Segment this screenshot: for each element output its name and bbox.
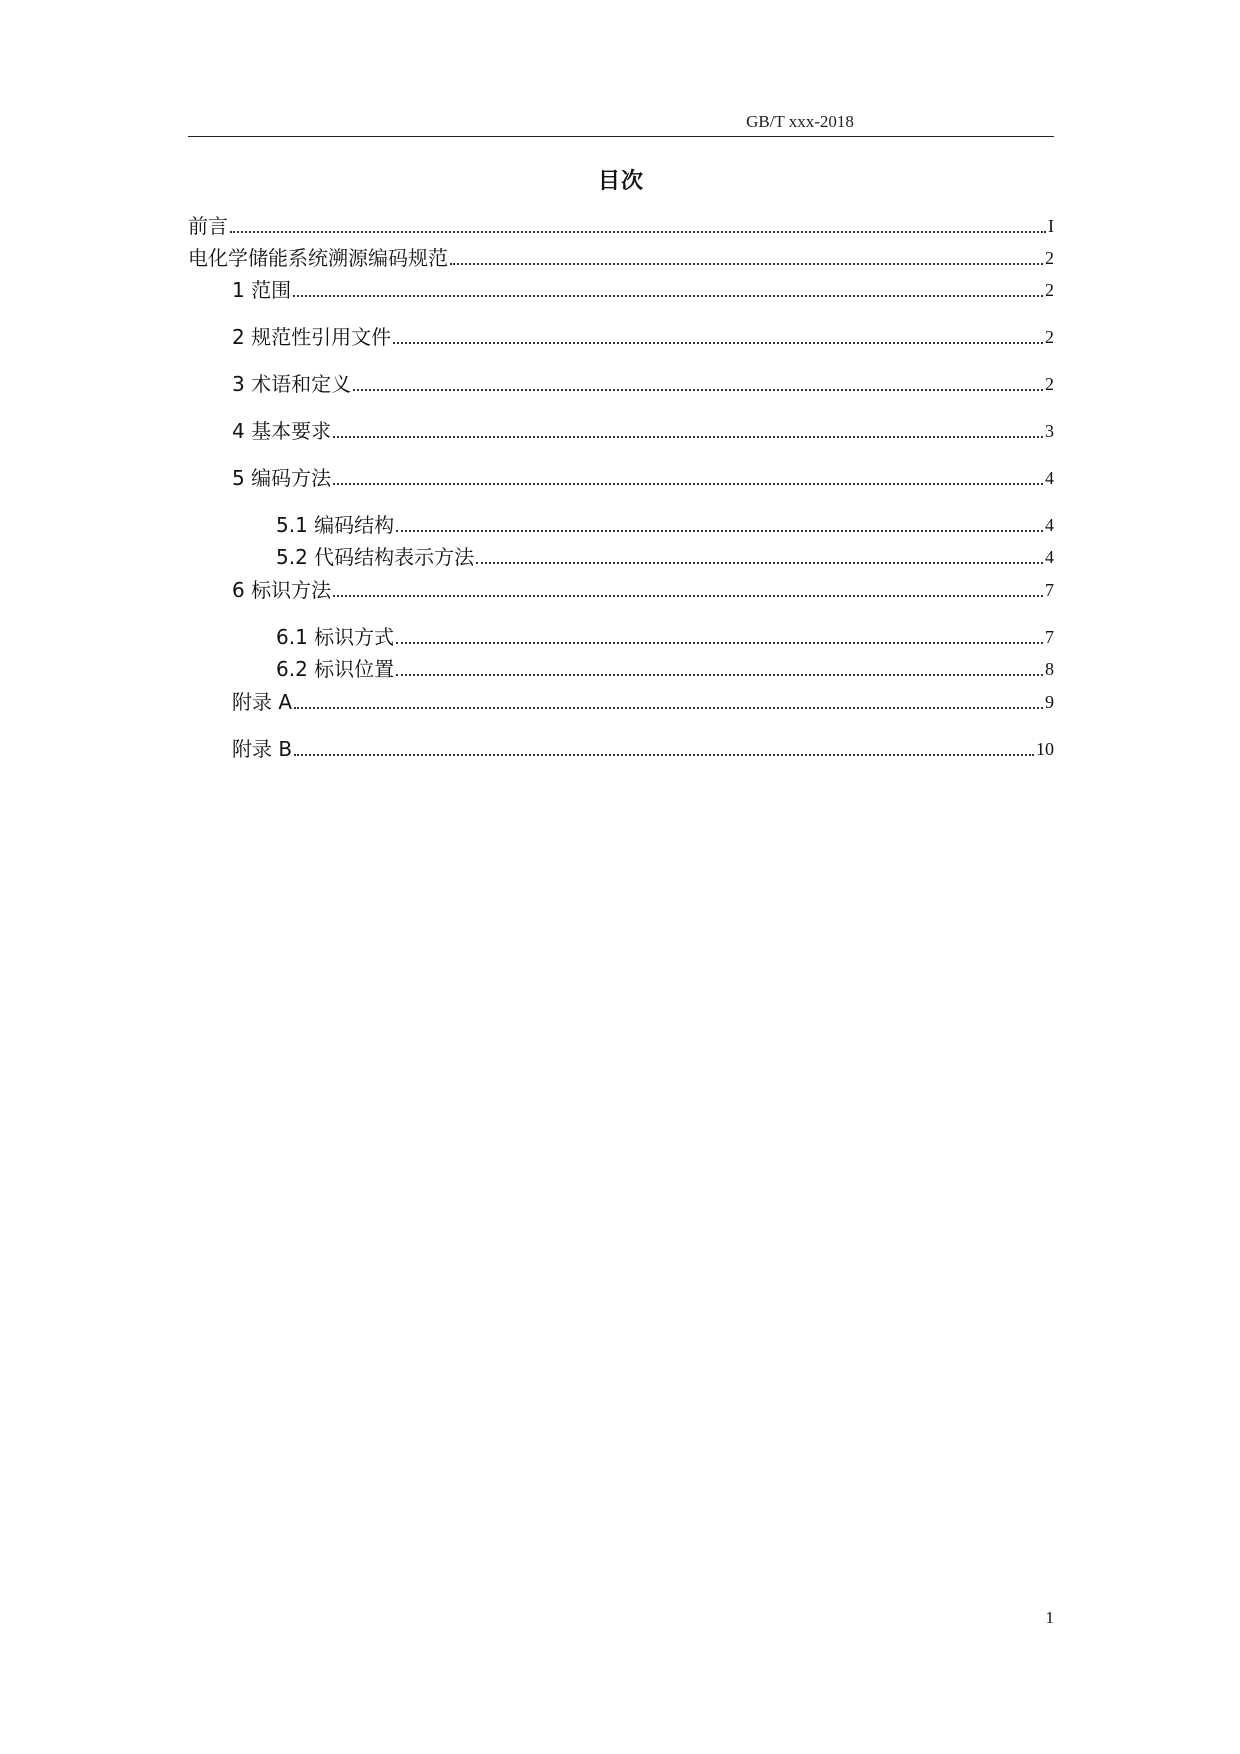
toc-dot-leader — [393, 342, 1043, 344]
toc-entry-label: 电化学储能系统溯源编码规范 — [188, 246, 448, 270]
toc-entry-marking-method[interactable] — [232, 572, 1054, 602]
toc-entry-label: 2 规范性引用文件 — [232, 325, 392, 349]
toc-entry-label: 5.1 编码结构 — [276, 513, 395, 537]
toc-dot-leader — [333, 436, 1043, 438]
toc-entry-label: 附录 A — [232, 690, 293, 714]
toc-entry-label: 6 标识方法 — [232, 578, 332, 602]
toc-entry-page: 4 — [1045, 468, 1054, 488]
toc-entry-label: 1 范围 — [232, 278, 292, 302]
toc-entry-label: 5.2 代码结构表示方法 — [276, 545, 475, 569]
toc-entry-page: 9 — [1045, 692, 1054, 712]
toc-entry-page: 7 — [1045, 627, 1054, 647]
toc-entry-page: 2 — [1045, 374, 1054, 394]
toc-entry-terms-definitions[interactable] — [232, 366, 1054, 396]
toc-entry-page: I — [1048, 216, 1054, 236]
toc-entry-label: 5 编码方法 — [232, 466, 332, 490]
toc-entry-label: 4 基本要求 — [232, 419, 332, 443]
toc-dot-leader — [294, 754, 1034, 756]
toc-entry-code-structure-representation[interactable] — [276, 539, 1054, 569]
toc-dot-leader — [294, 707, 1043, 709]
toc-dot-leader — [476, 562, 1043, 564]
toc-entry-appendix-a[interactable] — [232, 684, 1054, 714]
toc-dot-leader — [396, 530, 1043, 532]
toc-entry-label: 6.1 标识方式 — [276, 625, 395, 649]
toc-entry-page: 10 — [1036, 739, 1054, 759]
toc-dot-leader — [333, 595, 1043, 597]
toc-entry-page: 8 — [1045, 659, 1054, 679]
toc-entry-scope[interactable] — [232, 272, 1054, 302]
toc-dot-leader — [450, 263, 1043, 265]
toc-entry-page: 2 — [1045, 280, 1054, 300]
toc-entry-coding-structure[interactable] — [276, 507, 1054, 537]
toc-dot-leader — [230, 231, 1046, 233]
toc-entry-marking-mode[interactable] — [276, 619, 1054, 649]
toc-entry-page: 4 — [1045, 547, 1054, 567]
toc-dot-leader — [396, 674, 1043, 676]
toc-dot-leader — [293, 295, 1043, 297]
toc-entry-page: 2 — [1045, 248, 1054, 268]
toc-entry-page: 3 — [1045, 421, 1054, 441]
toc-entry-basic-requirements[interactable] — [232, 413, 1054, 443]
toc-entry-page: 2 — [1045, 327, 1054, 347]
toc-dot-leader — [333, 483, 1043, 485]
toc-entry-label: 3 术语和定义 — [232, 372, 352, 396]
toc-dot-leader — [353, 389, 1043, 391]
toc-entry-page: 7 — [1045, 580, 1054, 600]
page-number: 1 — [1045, 1608, 1054, 1627]
toc-entry-main-title[interactable] — [188, 240, 1054, 270]
toc-entry-label: 前言 — [188, 214, 228, 238]
toc-entry-appendix-b[interactable] — [232, 731, 1054, 761]
document-header-code: GB/T xxx-2018 — [746, 112, 854, 131]
header-divider — [188, 136, 1054, 137]
toc-entry-page: 4 — [1045, 515, 1054, 535]
toc-title: 目次 — [597, 169, 644, 194]
toc-entry-label: 6.2 标识位置 — [276, 657, 395, 681]
toc-dot-leader — [396, 642, 1043, 644]
toc-entry-normative-references[interactable] — [232, 319, 1054, 349]
toc-entry-preface[interactable] — [188, 208, 1054, 238]
toc-entry-label: 附录 B — [232, 737, 293, 761]
toc-entry-coding-method[interactable] — [232, 460, 1054, 490]
toc-entry-marking-position[interactable] — [276, 651, 1054, 681]
